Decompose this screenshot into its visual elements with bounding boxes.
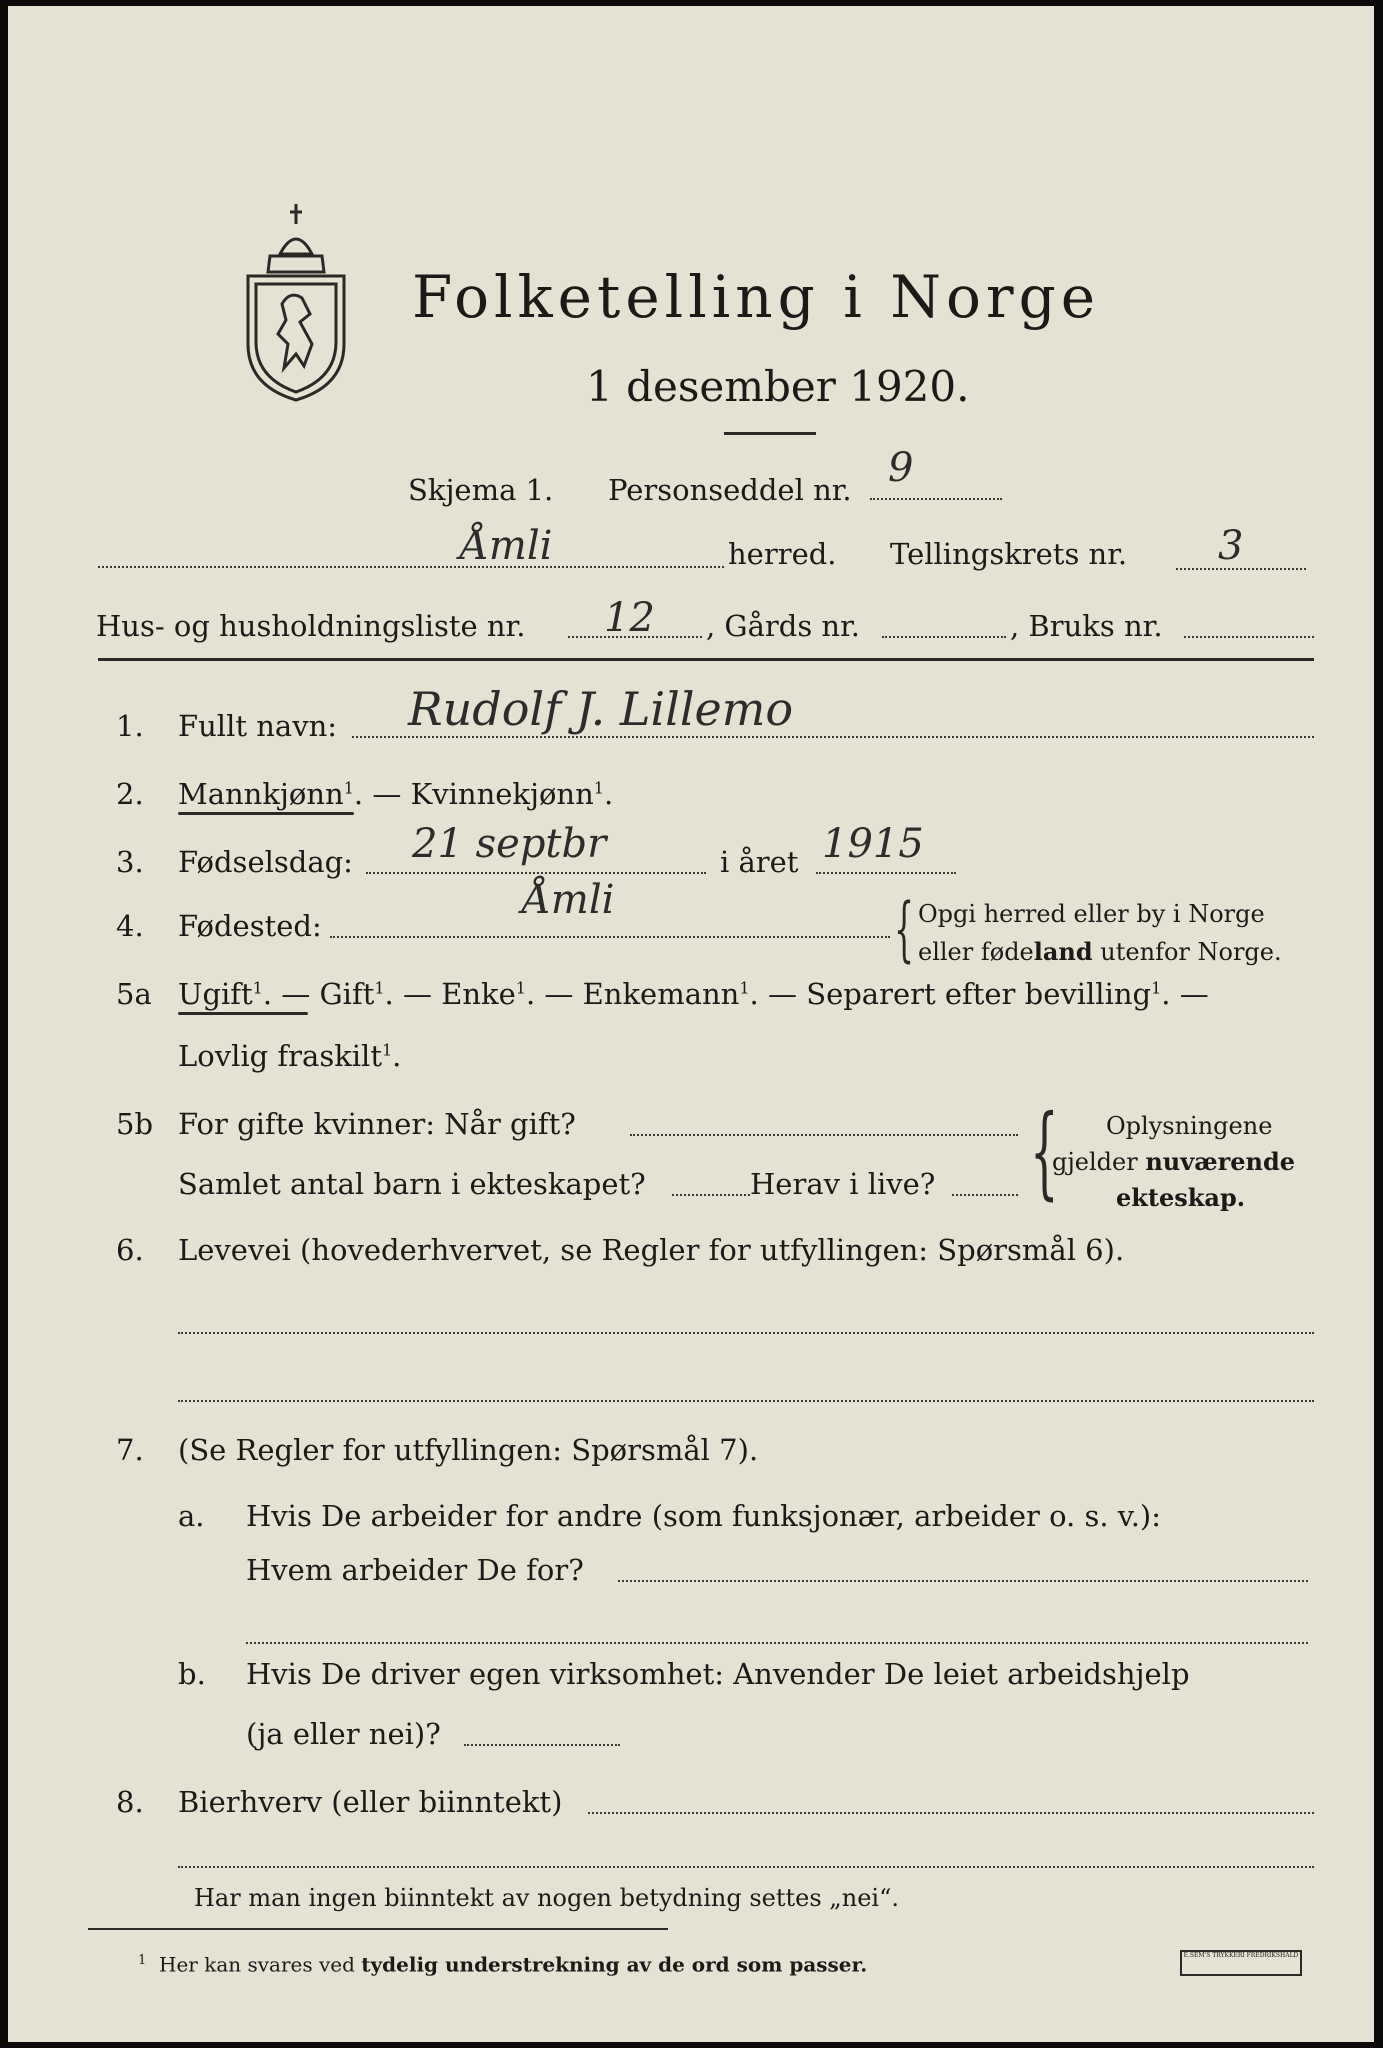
q7b-num: b. — [178, 1657, 206, 1691]
hus-value: 12 — [604, 595, 655, 641]
q3-num: 3. — [116, 845, 144, 879]
note-nei: Har man ingen biinntekt av nogen betydning settes „nei“. — [194, 1884, 899, 1912]
status-gift[interactable]: Gift — [319, 977, 375, 1011]
herred-label: herred. — [728, 537, 837, 571]
occupation-field-2[interactable] — [178, 1400, 1314, 1402]
q4-label: Fødested: — [178, 909, 322, 943]
male-underline — [178, 812, 354, 815]
q6-label: Levevei (hovederhvervet, se Regler for utfyllingen: Spørsmål 6). — [178, 1233, 1125, 1267]
q1-num: 1. — [116, 709, 144, 743]
side-income-field-2[interactable] — [178, 1866, 1314, 1868]
bruks-field[interactable] — [1184, 636, 1314, 638]
occupation-field-1[interactable] — [178, 1332, 1314, 1334]
tellingskrets-label: Tellingskrets nr. — [890, 537, 1128, 571]
ugift-underline — [178, 1012, 308, 1015]
personseddel-field[interactable] — [870, 498, 1002, 500]
q7a-num: a. — [178, 1499, 205, 1533]
fullname-field[interactable] — [352, 736, 1314, 738]
children-label: Samlet antal barn i ekteskapet? — [178, 1167, 646, 1201]
q5b-note-line1: Oplysningene — [1106, 1112, 1273, 1140]
q4-note-brace: { — [894, 888, 915, 970]
q3-label: Fødselsdag: — [178, 845, 353, 879]
q5b-num: 5b — [116, 1107, 154, 1141]
status-ugift[interactable]: Ugift — [178, 977, 253, 1011]
married-when-label: For gifte kvinner: Når gift? — [178, 1107, 576, 1141]
birthday-value: 21 septbr — [412, 821, 607, 867]
q7a-label: Hvis De arbeider for andre (som funksjonær, arbeider o. s. v.): — [246, 1499, 1162, 1533]
census-form — [8, 6, 1374, 2042]
q7-label: (Se Regler for utfyllingen: Spørsmål 7). — [178, 1433, 759, 1467]
alive-label: Herav i live? — [750, 1167, 936, 1201]
gender-female-option[interactable]: Kvinnekjønn — [410, 777, 594, 811]
footnote-rule — [88, 1928, 668, 1930]
coat-of-arms-icon — [240, 194, 352, 404]
alive-field[interactable] — [952, 1194, 1018, 1196]
gender-male-option[interactable]: Mannkjønn — [178, 777, 344, 811]
year-value: 1915 — [822, 821, 924, 867]
personseddel-label: Personseddel nr. — [608, 473, 852, 507]
q5b-note-line2: gjelder nuværende — [1052, 1147, 1296, 1176]
hired-help-field[interactable] — [464, 1744, 620, 1746]
q5b-note-line3: ekteskap. — [1116, 1183, 1246, 1212]
tellingskrets-value: 3 — [1218, 523, 1244, 569]
status-separert[interactable]: Separert efter bevilling — [806, 977, 1152, 1011]
gards-field[interactable] — [882, 636, 1006, 638]
status-enke[interactable]: Enke — [441, 977, 516, 1011]
year-field[interactable] — [816, 872, 956, 874]
year-label: i året — [720, 845, 799, 879]
census-date: 1 desember 1920. — [586, 362, 970, 411]
title-divider — [724, 432, 816, 435]
q7b-label: Hvis De driver egen virksomhet: Anvender De leiet arbeidshjelp — [246, 1657, 1190, 1691]
hus-label: Hus- og husholdningsliste nr. — [96, 609, 526, 643]
q7-num: 7. — [116, 1433, 144, 1467]
fullname-value: Rudolf J. Lillemo — [408, 682, 794, 736]
q2-num: 2. — [116, 777, 144, 811]
gender-options: Mannkjønn$^1$. — Kvinnekjønn$^1$. — [178, 777, 614, 811]
q8-label: Bierhverv (eller biinntekt) — [178, 1785, 563, 1819]
form-title: Folketelling i Norge — [412, 263, 1101, 331]
q4-note-line1: Opgi herred eller by i Norge — [918, 900, 1265, 928]
q1-label: Fullt navn: — [178, 709, 338, 743]
q4-note-line2: eller fødeland utenfor Norge. — [918, 937, 1282, 966]
header-rule — [98, 658, 1314, 661]
status-enkemann[interactable]: Enkemann — [582, 977, 740, 1011]
status-lovlig-row: Lovlig fraskilt$^1$. — [178, 1039, 402, 1073]
employer-field-2[interactable] — [246, 1642, 1308, 1644]
civil-status-options: Ugift$^1$. — Gift$^1$. — Enke$^1$. — Enkemann$^1$. — Separert efter bevilling$^1$. — — [178, 977, 1209, 1011]
printer-stamp: E.SEM'S TRYKKERI FREDRIKSHALD — [1180, 1950, 1302, 1976]
birthplace-field[interactable] — [330, 936, 890, 938]
q4-num: 4. — [116, 909, 144, 943]
side-income-field[interactable] — [588, 1812, 1314, 1814]
q7b-question: (ja eller nei)? — [246, 1717, 441, 1751]
q5b-note-brace: { — [1030, 1093, 1059, 1210]
children-field[interactable] — [672, 1194, 750, 1196]
herred-value: Åmli — [460, 523, 553, 569]
q6-num: 6. — [116, 1233, 144, 1267]
q8-num: 8. — [116, 1785, 144, 1819]
birthday-field[interactable] — [366, 872, 706, 874]
bruks-label: , Bruks nr. — [1010, 609, 1163, 643]
personseddel-value: 9 — [888, 445, 914, 491]
herred-field[interactable] — [98, 566, 724, 568]
q5a-num: 5a — [116, 977, 152, 1011]
gards-label: , Gårds nr. — [706, 609, 860, 643]
status-lovlig[interactable]: Lovlig fraskilt — [178, 1039, 382, 1073]
skjema-label: Skjema 1. — [408, 473, 554, 507]
footnote: $^1$ Her kan svares ved tydelig understrekning av de ord som passer. — [138, 1952, 868, 1977]
married-when-field[interactable] — [630, 1134, 1018, 1136]
birthplace-value: Åmli — [522, 877, 615, 923]
q7a-question: Hvem arbeider De for? — [246, 1553, 584, 1587]
employer-field[interactable] — [618, 1580, 1308, 1582]
